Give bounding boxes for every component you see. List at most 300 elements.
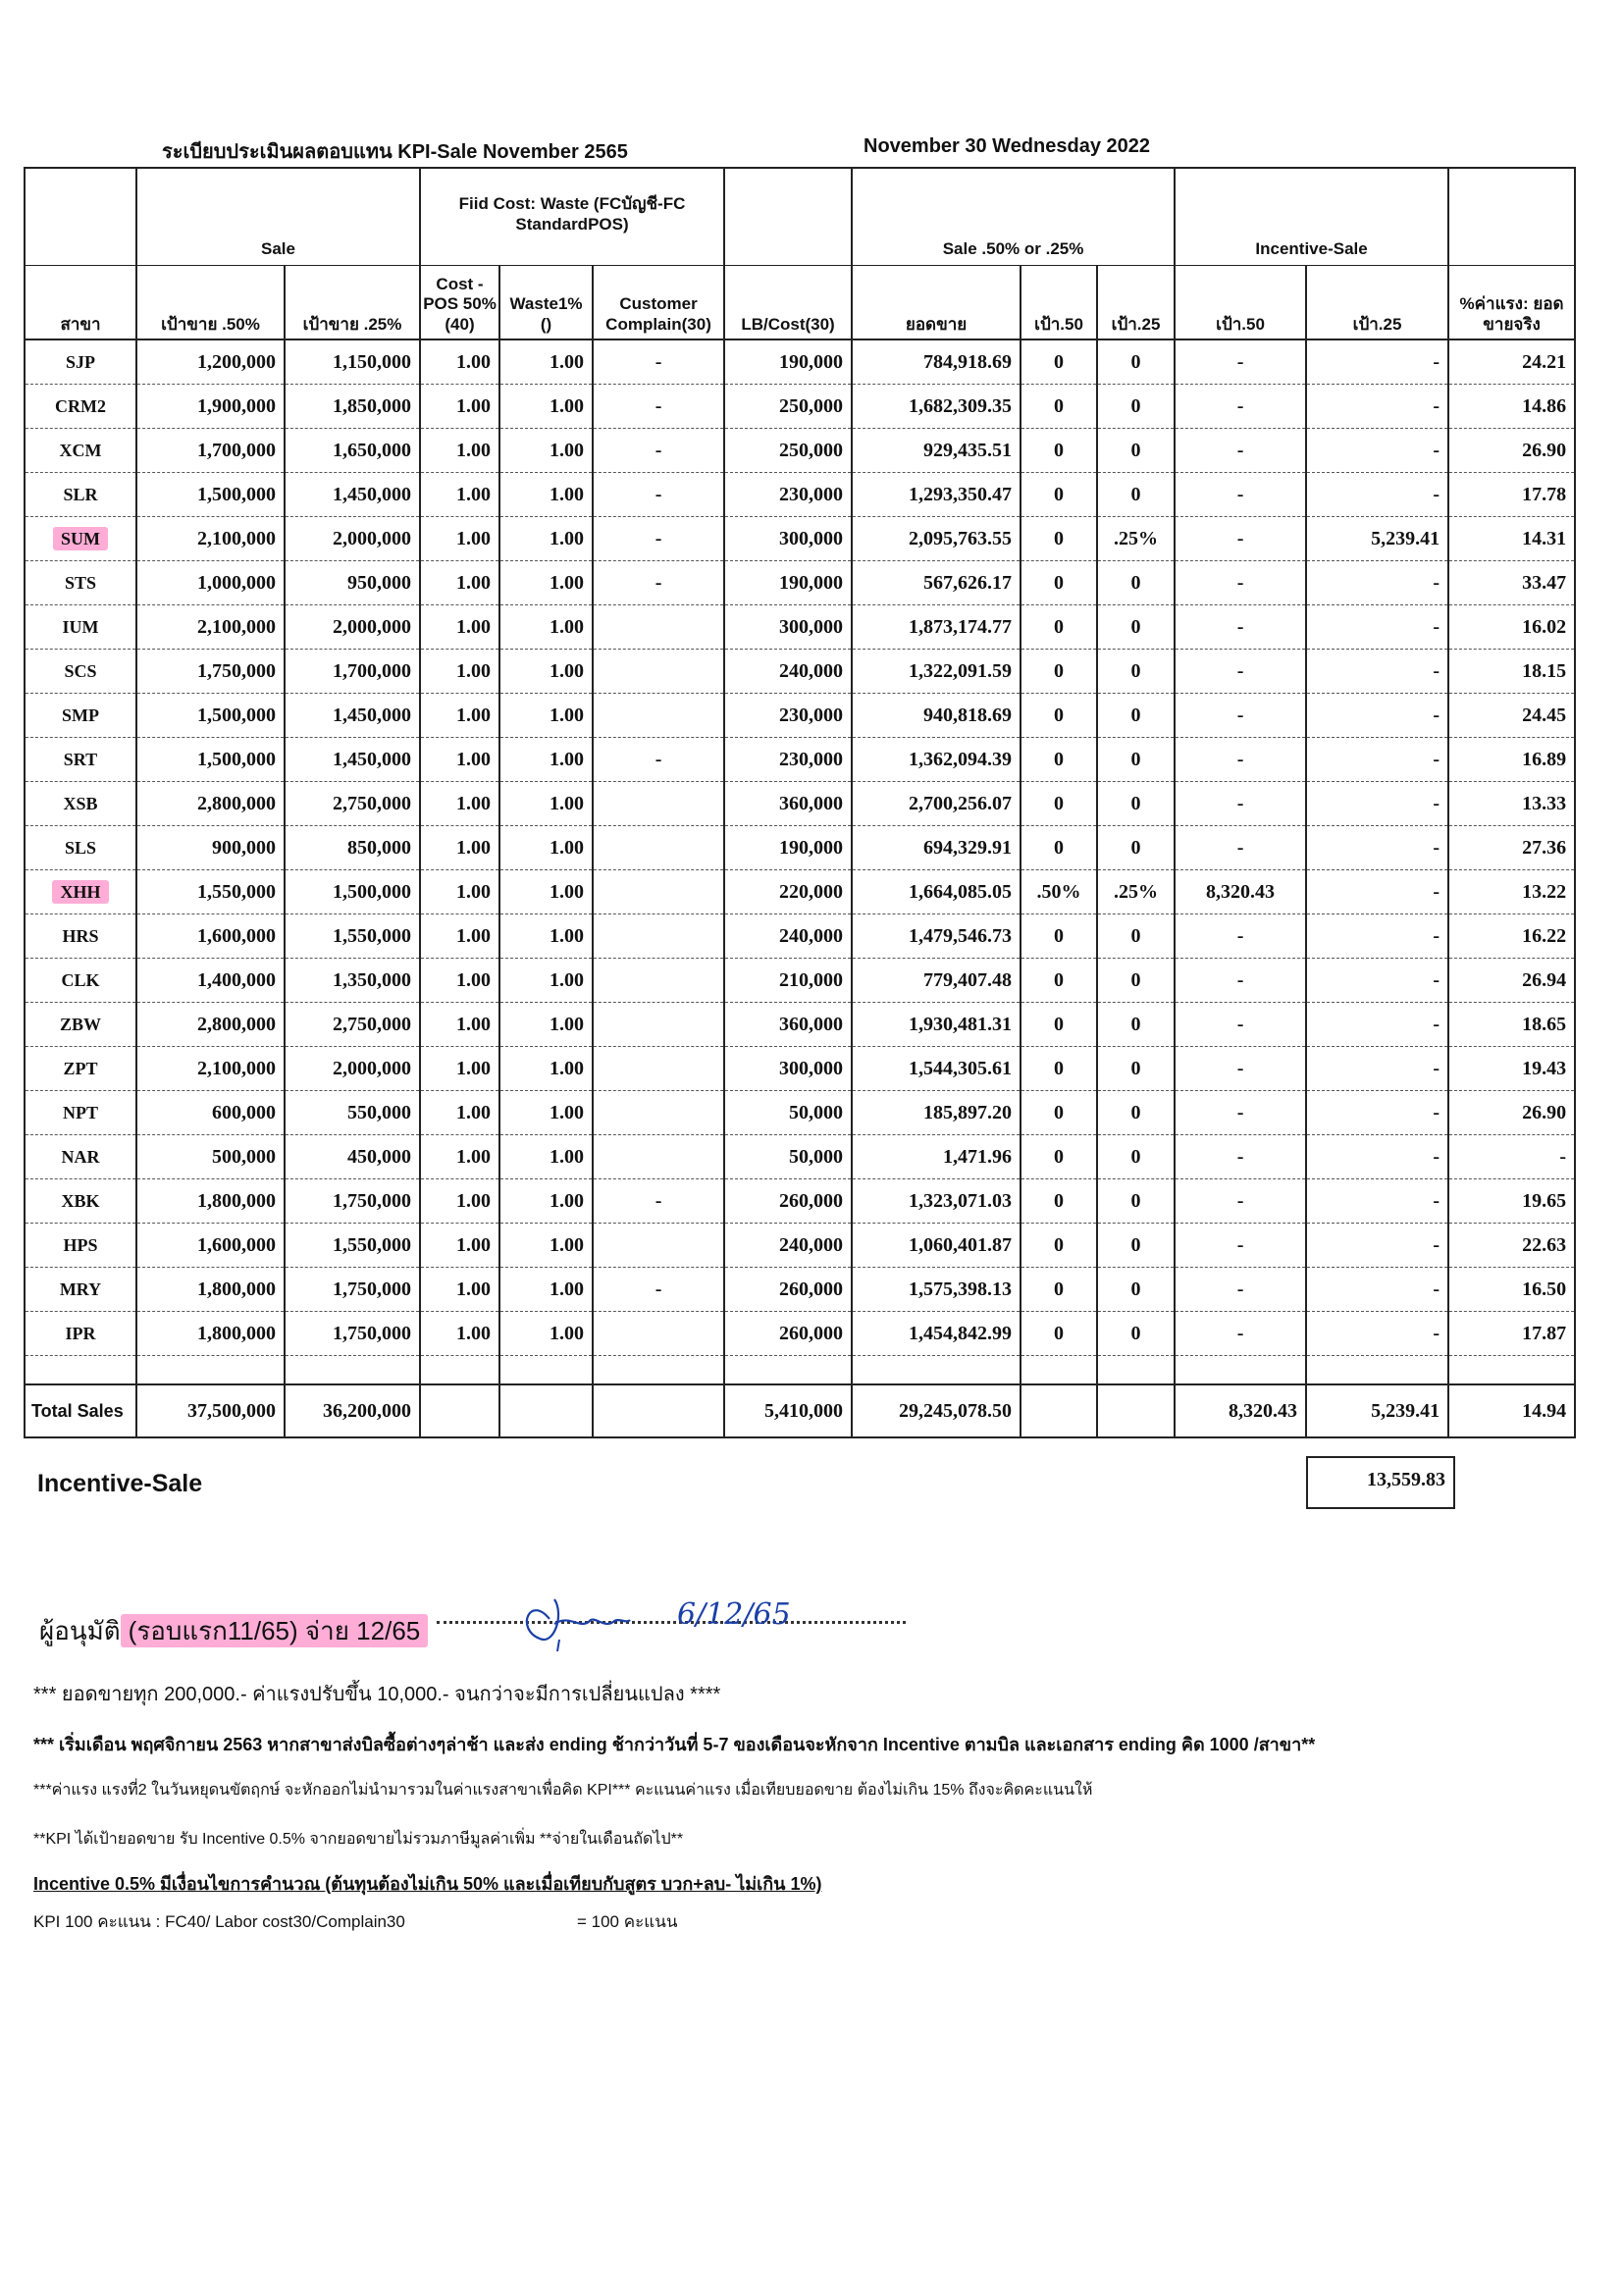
lb-cost-cell: 210,000 <box>724 959 852 1003</box>
complain-cell: - <box>593 1179 724 1224</box>
group-sale-pct-header: Sale .50% or .25% <box>852 168 1175 266</box>
inc50-cell: - <box>1175 1003 1306 1047</box>
labor-cell: 26.90 <box>1448 1091 1575 1135</box>
target-50-cell: 2,800,000 <box>136 782 285 826</box>
cost-pos-cell: 1.00 <box>420 1003 499 1047</box>
branch-code: HRS <box>62 925 99 946</box>
p50-cell: 0 <box>1021 561 1097 605</box>
table-row <box>25 1047 1575 1091</box>
labor-cell: 33.47 <box>1448 561 1575 605</box>
lb-cost-cell: 50,000 <box>724 1091 852 1135</box>
p50-cell: 0 <box>1021 339 1097 385</box>
inc50-cell: - <box>1175 826 1306 870</box>
p50-cell: 0 <box>1021 1135 1097 1179</box>
target-50-cell: 1,000,000 <box>136 561 285 605</box>
complain-cell: - <box>593 473 724 517</box>
approval-prefix: ผู้อนุมัติ <box>39 1616 121 1645</box>
inc25-cell: - <box>1306 738 1448 782</box>
sales-cell: 1,323,071.03 <box>852 1179 1021 1224</box>
cost-pos-cell: 1.00 <box>420 1224 499 1268</box>
target-25-cell: 1,450,000 <box>285 738 420 782</box>
labor-cell: 13.33 <box>1448 782 1575 826</box>
group-sale-header: Sale <box>136 168 420 266</box>
cost-pos-cell: 1.00 <box>420 914 499 959</box>
sales-cell: 1,060,401.87 <box>852 1224 1021 1268</box>
complain-cell: - <box>593 561 724 605</box>
branch-cell <box>25 385 136 429</box>
p50-cell: 0 <box>1021 385 1097 429</box>
sales-cell: 1,930,481.31 <box>852 1003 1021 1047</box>
table-row <box>25 870 1575 914</box>
p25-cell: 0 <box>1097 914 1175 959</box>
p50-cell: 0 <box>1021 694 1097 738</box>
labor-cell: 27.36 <box>1448 826 1575 870</box>
col-complain: Customer Complain(30) <box>593 266 724 340</box>
complain-cell <box>593 1091 724 1135</box>
sales-cell: 1,322,091.59 <box>852 650 1021 694</box>
branch-cell <box>25 738 136 782</box>
waste-cell: 1.00 <box>499 1135 593 1179</box>
branch-code: SMP <box>62 704 99 725</box>
cost-pos-cell: 1.00 <box>420 517 499 561</box>
inc25-cell: - <box>1306 473 1448 517</box>
waste-cell: 1.00 <box>499 339 593 385</box>
complain-cell <box>593 782 724 826</box>
target-25-cell: 1,650,000 <box>285 429 420 473</box>
p50-cell: 0 <box>1021 1268 1097 1312</box>
p50-cell: 0 <box>1021 914 1097 959</box>
branch-code: SLS <box>64 837 97 858</box>
total-label: Total Sales <box>25 1384 136 1437</box>
note-incentive-condition: Incentive 0.5% มีเงื่อนไขการคำนวณ (ต้นทุนต้องไม่เกิน 50% และเมื่อเทียบกับสูตร บวก+ลบ- ไม่เกิน 1%) <box>33 1874 822 1894</box>
lb-cost-cell: 260,000 <box>724 1312 852 1356</box>
col-p25: เป้า.25 <box>1097 266 1175 340</box>
sales-cell: 1,575,398.13 <box>852 1268 1021 1312</box>
inc25-cell: - <box>1306 782 1448 826</box>
inc25-cell: - <box>1306 385 1448 429</box>
cost-pos-cell: 1.00 <box>420 561 499 605</box>
branch-code: XHH <box>52 880 108 904</box>
cost-pos-cell: 1.00 <box>420 694 499 738</box>
inc50-cell: - <box>1175 914 1306 959</box>
p50-cell: 0 <box>1021 738 1097 782</box>
branch-cell <box>25 1268 136 1312</box>
complain-cell <box>593 605 724 650</box>
sales-cell: 567,626.17 <box>852 561 1021 605</box>
p50-cell: 0 <box>1021 1179 1097 1224</box>
inc25-cell: - <box>1306 429 1448 473</box>
note-late-bills: *** เริ่มเดือน พฤศจิกายน 2563 หากสาขาส่งบิลซื้อต่างๆล่าช้า และส่ง ending ช้ากว่าวันที่ 5-7 ของเดือนจะหักจาก Incentive ตามบิล และเอกสาร ending คิด 1000 /สาขา** <box>33 1735 1316 1754</box>
waste-cell: 1.00 <box>499 914 593 959</box>
note-kpi-incentive: **KPI ได้เป้ายอดขาย รับ Incentive 0.5% จากยอดขายไม่รวมภาษีมูลค่าเพิ่ม **จ่ายในเดือนถัดไป** <box>33 1831 684 1848</box>
inc25-cell: - <box>1306 561 1448 605</box>
inc25-cell: - <box>1306 1268 1448 1312</box>
labor-cell: 22.63 <box>1448 1224 1575 1268</box>
sales-cell: 929,435.51 <box>852 429 1021 473</box>
target-50-cell: 1,500,000 <box>136 473 285 517</box>
p50-cell: 0 <box>1021 959 1097 1003</box>
p25-cell: 0 <box>1097 605 1175 650</box>
sales-cell: 1,873,174.77 <box>852 605 1021 650</box>
p25-cell: 0 <box>1097 473 1175 517</box>
target-50-cell: 1,600,000 <box>136 914 285 959</box>
complain-cell <box>593 870 724 914</box>
complain-cell <box>593 826 724 870</box>
p25-cell: 0 <box>1097 738 1175 782</box>
target-50-cell: 1,750,000 <box>136 650 285 694</box>
branch-code: IPR <box>65 1323 96 1343</box>
sales-cell: 1,362,094.39 <box>852 738 1021 782</box>
p50-cell: 0 <box>1021 517 1097 561</box>
inc50-cell: - <box>1175 517 1306 561</box>
table-row <box>25 694 1575 738</box>
inc50-cell: - <box>1175 1179 1306 1224</box>
total-inc25: 5,239.41 <box>1306 1384 1448 1437</box>
target-25-cell: 450,000 <box>285 1135 420 1179</box>
cost-pos-cell: 1.00 <box>420 1135 499 1179</box>
complain-cell <box>593 694 724 738</box>
table-row <box>25 473 1575 517</box>
p25-cell: 0 <box>1097 561 1175 605</box>
branch-code: HPS <box>63 1234 98 1255</box>
waste-cell: 1.00 <box>499 870 593 914</box>
kpi-table <box>24 167 1576 1438</box>
col-sales: ยอดขาย <box>852 266 1021 340</box>
p25-cell: .25% <box>1097 870 1175 914</box>
labor-cell: 16.50 <box>1448 1268 1575 1312</box>
p50-cell: 0 <box>1021 1312 1097 1356</box>
target-25-cell: 950,000 <box>285 561 420 605</box>
sales-cell: 185,897.20 <box>852 1091 1021 1135</box>
waste-cell: 1.00 <box>499 738 593 782</box>
complain-cell: - <box>593 517 724 561</box>
branch-code: XSB <box>63 793 98 813</box>
table-row <box>25 650 1575 694</box>
inc25-cell: - <box>1306 694 1448 738</box>
inc50-cell: - <box>1175 473 1306 517</box>
lb-cost-cell: 50,000 <box>724 1135 852 1179</box>
waste-cell: 1.00 <box>499 517 593 561</box>
p50-cell: 0 <box>1021 1047 1097 1091</box>
lb-cost-cell: 220,000 <box>724 870 852 914</box>
waste-cell: 1.00 <box>499 473 593 517</box>
branch-cell <box>25 870 136 914</box>
complain-cell <box>593 1003 724 1047</box>
target-25-cell: 1,450,000 <box>285 694 420 738</box>
sales-cell: 2,095,763.55 <box>852 517 1021 561</box>
complain-cell: - <box>593 1268 724 1312</box>
sales-cell: 784,918.69 <box>852 339 1021 385</box>
inc25-cell: - <box>1306 1179 1448 1224</box>
inc25-cell: - <box>1306 1224 1448 1268</box>
p50-cell: 0 <box>1021 1224 1097 1268</box>
target-25-cell: 1,700,000 <box>285 650 420 694</box>
target-25-cell: 1,750,000 <box>285 1268 420 1312</box>
cost-pos-cell: 1.00 <box>420 826 499 870</box>
report-title: ระเบียบประเมินผลตอบแทน KPI-Sale November 2565 <box>162 141 628 163</box>
target-25-cell: 1,750,000 <box>285 1312 420 1356</box>
lb-cost-cell: 240,000 <box>724 1224 852 1268</box>
branch-code: SJP <box>65 351 95 372</box>
cost-pos-cell: 1.00 <box>420 738 499 782</box>
total-target-50: 37,500,000 <box>136 1384 285 1437</box>
inc50-cell: - <box>1175 1091 1306 1135</box>
lb-cost-cell: 230,000 <box>724 738 852 782</box>
labor-cell: 16.22 <box>1448 914 1575 959</box>
p25-cell: .25% <box>1097 517 1175 561</box>
target-50-cell: 600,000 <box>136 1091 285 1135</box>
labor-cell: 26.90 <box>1448 429 1575 473</box>
inc50-cell: - <box>1175 738 1306 782</box>
target-25-cell: 2,000,000 <box>285 517 420 561</box>
complain-cell: - <box>593 429 724 473</box>
p25-cell: 0 <box>1097 959 1175 1003</box>
target-50-cell: 1,600,000 <box>136 1224 285 1268</box>
p50-cell: 0 <box>1021 1091 1097 1135</box>
approval-period: (รอบแรก11/65) จ่าย 12/65 <box>121 1614 429 1647</box>
col-target-25: เป้าขาย .25% <box>285 266 420 340</box>
target-50-cell: 1,500,000 <box>136 694 285 738</box>
table-row <box>25 605 1575 650</box>
table-row <box>25 1268 1575 1312</box>
branch-code: NAR <box>61 1146 100 1167</box>
waste-cell: 1.00 <box>499 782 593 826</box>
complain-cell <box>593 914 724 959</box>
cost-pos-cell: 1.00 <box>420 429 499 473</box>
col-inc50: เป้า.50 <box>1175 266 1306 340</box>
labor-cell: 16.02 <box>1448 605 1575 650</box>
target-25-cell: 2,750,000 <box>285 1003 420 1047</box>
p50-cell: 0 <box>1021 650 1097 694</box>
waste-cell: 1.00 <box>499 1312 593 1356</box>
table-row <box>25 826 1575 870</box>
branch-cell <box>25 1047 136 1091</box>
p50-cell: 0 <box>1021 1003 1097 1047</box>
p50-cell: .50% <box>1021 870 1097 914</box>
lb-cost-cell: 240,000 <box>724 914 852 959</box>
cost-pos-cell: 1.00 <box>420 1047 499 1091</box>
target-25-cell: 850,000 <box>285 826 420 870</box>
inc50-cell: - <box>1175 339 1306 385</box>
p25-cell: 0 <box>1097 694 1175 738</box>
branch-code: SUM <box>53 527 108 550</box>
p25-cell: 0 <box>1097 1091 1175 1135</box>
group-incentive-header: Incentive-Sale <box>1175 168 1448 266</box>
cost-pos-cell: 1.00 <box>420 1091 499 1135</box>
labor-cell: 26.94 <box>1448 959 1575 1003</box>
labor-cell: 19.43 <box>1448 1047 1575 1091</box>
cost-pos-cell: 1.00 <box>420 959 499 1003</box>
target-50-cell: 1,200,000 <box>136 339 285 385</box>
col-lb-cost: LB/Cost(30) <box>724 266 852 340</box>
branch-code: ZPT <box>63 1058 98 1078</box>
table-row <box>25 914 1575 959</box>
complain-cell <box>593 959 724 1003</box>
target-50-cell: 1,800,000 <box>136 1312 285 1356</box>
table-row <box>25 1003 1575 1047</box>
target-25-cell: 1,850,000 <box>285 385 420 429</box>
lb-cost-cell: 250,000 <box>724 385 852 429</box>
waste-cell: 1.00 <box>499 694 593 738</box>
inc50-cell: - <box>1175 1047 1306 1091</box>
branch-cell <box>25 605 136 650</box>
labor-cell: 14.31 <box>1448 517 1575 561</box>
sales-cell: 1,682,309.35 <box>852 385 1021 429</box>
cost-pos-cell: 1.00 <box>420 782 499 826</box>
waste-cell: 1.00 <box>499 1091 593 1135</box>
sales-cell: 2,700,256.07 <box>852 782 1021 826</box>
cost-pos-cell: 1.00 <box>420 650 499 694</box>
inc50-cell: - <box>1175 1312 1306 1356</box>
target-50-cell: 1,400,000 <box>136 959 285 1003</box>
total-sales: 29,245,078.50 <box>852 1384 1021 1437</box>
sales-cell: 1,293,350.47 <box>852 473 1021 517</box>
inc25-cell: - <box>1306 870 1448 914</box>
col-p50: เป้า.50 <box>1021 266 1097 340</box>
lb-cost-cell: 300,000 <box>724 1047 852 1091</box>
branch-code: NPT <box>63 1102 98 1122</box>
lb-cost-cell: 250,000 <box>724 429 852 473</box>
complain-cell <box>593 1224 724 1268</box>
branch-cell <box>25 473 136 517</box>
target-50-cell: 900,000 <box>136 826 285 870</box>
inc50-cell: 8,320.43 <box>1175 870 1306 914</box>
note-wage-adjust: *** ยอดขายทุก 200,000.- ค่าแรงปรับขึ้น 10,000.- จนกว่าจะมีการเปลี่ยนแปลง **** <box>33 1684 721 1705</box>
note-kpi-points: KPI 100 คะแนน : FC40/ Labor cost30/Complain30 <box>33 1912 405 1931</box>
table-row <box>25 959 1575 1003</box>
waste-cell: 1.00 <box>499 605 593 650</box>
total-labor: 14.94 <box>1448 1384 1575 1437</box>
group-fc-header: Fiid Cost: Waste (FCบัญชี-FC StandardPOS) <box>420 168 724 266</box>
table-row <box>25 1179 1575 1224</box>
handwritten-signature <box>510 1585 805 1653</box>
sales-cell: 1,664,085.05 <box>852 870 1021 914</box>
branch-cell <box>25 1091 136 1135</box>
inc25-cell: - <box>1306 1091 1448 1135</box>
report-date: November 30 Wednesday 2022 <box>864 135 1151 157</box>
p50-cell: 0 <box>1021 473 1097 517</box>
p25-cell: 0 <box>1097 650 1175 694</box>
target-25-cell: 550,000 <box>285 1091 420 1135</box>
lb-cost-cell: 300,000 <box>724 605 852 650</box>
p50-cell: 0 <box>1021 782 1097 826</box>
lb-cost-cell: 300,000 <box>724 517 852 561</box>
branch-cell <box>25 517 136 561</box>
p25-cell: 0 <box>1097 339 1175 385</box>
target-25-cell: 1,150,000 <box>285 339 420 385</box>
inc50-cell: - <box>1175 959 1306 1003</box>
waste-cell: 1.00 <box>499 650 593 694</box>
table-row <box>25 561 1575 605</box>
waste-cell: 1.00 <box>499 1003 593 1047</box>
lb-cost-cell: 190,000 <box>724 561 852 605</box>
cost-pos-cell: 1.00 <box>420 339 499 385</box>
branch-code: MRY <box>59 1278 102 1299</box>
table-group-header <box>25 168 1575 266</box>
inc25-cell: - <box>1306 1003 1448 1047</box>
total-inc50: 8,320.43 <box>1175 1384 1306 1437</box>
col-target-50: เป้าขาย .50% <box>136 266 285 340</box>
inc25-cell: - <box>1306 1312 1448 1356</box>
labor-cell: 24.45 <box>1448 694 1575 738</box>
sales-cell: 1,544,305.61 <box>852 1047 1021 1091</box>
p50-cell: 0 <box>1021 605 1097 650</box>
target-25-cell: 2,750,000 <box>285 782 420 826</box>
complain-cell <box>593 650 724 694</box>
inc50-cell: - <box>1175 429 1306 473</box>
branch-cell <box>25 561 136 605</box>
inc25-cell: - <box>1306 339 1448 385</box>
branch-code: SLR <box>63 484 98 504</box>
complain-cell <box>593 1312 724 1356</box>
inc50-cell: - <box>1175 1224 1306 1268</box>
target-50-cell: 1,800,000 <box>136 1179 285 1224</box>
target-25-cell: 1,350,000 <box>285 959 420 1003</box>
sales-cell: 779,407.48 <box>852 959 1021 1003</box>
inc50-cell: - <box>1175 1135 1306 1179</box>
p25-cell: 0 <box>1097 1003 1175 1047</box>
branch-code: IUM <box>62 616 99 637</box>
waste-cell: 1.00 <box>499 1047 593 1091</box>
labor-cell: - <box>1448 1135 1575 1179</box>
inc25-cell: - <box>1306 914 1448 959</box>
table-row <box>25 1312 1575 1356</box>
target-25-cell: 1,450,000 <box>285 473 420 517</box>
complain-cell: - <box>593 339 724 385</box>
p25-cell: 0 <box>1097 1224 1175 1268</box>
branch-code: XCM <box>59 440 102 460</box>
table-row <box>25 517 1575 561</box>
branch-cell <box>25 650 136 694</box>
inc25-cell: - <box>1306 1047 1448 1091</box>
cost-pos-cell: 1.00 <box>420 870 499 914</box>
branch-code: ZBW <box>59 1014 101 1034</box>
branch-cell <box>25 1003 136 1047</box>
waste-cell: 1.00 <box>499 959 593 1003</box>
complain-cell <box>593 1047 724 1091</box>
target-50-cell: 2,100,000 <box>136 517 285 561</box>
lb-cost-cell: 230,000 <box>724 473 852 517</box>
waste-cell: 1.00 <box>499 385 593 429</box>
branch-cell <box>25 1179 136 1224</box>
target-50-cell: 2,800,000 <box>136 1003 285 1047</box>
lb-cost-cell: 360,000 <box>724 782 852 826</box>
lb-cost-cell: 230,000 <box>724 694 852 738</box>
target-25-cell: 2,000,000 <box>285 605 420 650</box>
target-50-cell: 500,000 <box>136 1135 285 1179</box>
p25-cell: 0 <box>1097 1179 1175 1224</box>
p50-cell: 0 <box>1021 826 1097 870</box>
labor-cell: 18.65 <box>1448 1003 1575 1047</box>
p25-cell: 0 <box>1097 429 1175 473</box>
labor-cell: 24.21 <box>1448 339 1575 385</box>
table-row <box>25 782 1575 826</box>
branch-code: SRT <box>63 749 98 769</box>
lb-cost-cell: 260,000 <box>724 1179 852 1224</box>
waste-cell: 1.00 <box>499 1224 593 1268</box>
branch-code: CLK <box>61 969 100 990</box>
labor-cell: 16.89 <box>1448 738 1575 782</box>
waste-cell: 1.00 <box>499 429 593 473</box>
inc50-cell: - <box>1175 782 1306 826</box>
cost-pos-cell: 1.00 <box>420 473 499 517</box>
table-row <box>25 339 1575 385</box>
incentive-sale-label: Incentive-Sale <box>37 1470 203 1497</box>
cost-pos-cell: 1.00 <box>420 1179 499 1224</box>
target-50-cell: 2,100,000 <box>136 605 285 650</box>
branch-cell <box>25 694 136 738</box>
note-holiday-wage: ***ค่าแรง แรงที่2 ในวันหยุดนขัตฤกษ์ จะหักออกไม่นำมารวมในค่าแรงสาขาเพื่อคิด KPI*** คะแนนค่าแรง เมื่อเทียบยอดขาย ต้องไม่เกิน 15% ถึงจะคิดคะแนนให้ <box>33 1782 1093 1799</box>
